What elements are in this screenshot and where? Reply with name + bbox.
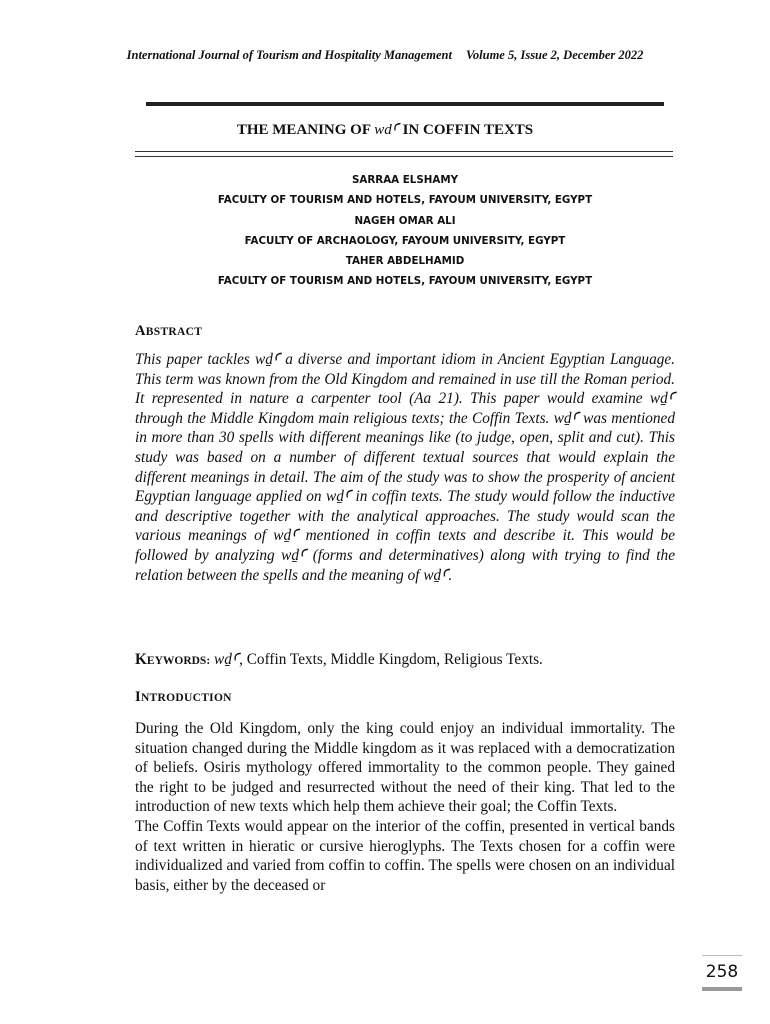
page-number-bar — [702, 987, 742, 991]
keywords-line — [135, 650, 675, 669]
title-suffix: IN COFFIN TEXTS — [398, 122, 534, 138]
author-name: TAHER ABDELHAMID — [345, 255, 465, 268]
author-affiliation: FACULTY OF TOURISM AND HOTELS, FAYOUM UNIVERSITY, EGYPT — [217, 194, 593, 207]
introduction-body — [135, 719, 675, 895]
running-header — [0, 48, 770, 63]
journal-name: International Journal of Tourism and Hospitality Management — [126, 48, 452, 62]
introduction-heading: INTRODUCTION — [135, 689, 232, 705]
title-bottom-double-rule — [135, 151, 673, 157]
title-term: wdꜤ — [374, 122, 399, 138]
keywords-label: KEYWORDS: — [135, 651, 211, 668]
keywords-list: , Coffin Texts, Middle Kingdom, Religious Texts. — [239, 651, 543, 668]
page-number: 258 — [705, 962, 739, 982]
abstract-body: This paper tackles wḏꜤ a diverse and important idiom in Ancient Egyptian Language. This term was known from the Old Kingdom and remained in use till the Roman period. It represented in nature a carpenter tool (Aa 21). This paper would examine wḏꜤ through the Middle Kingdom main religious texts; the Coffin Texts. wḏꜤ was mentioned in more than 30 spells with different meanings like (to judge, open, split and cut). This study was based on a number of different textual sources that would explain the different meanings in detail. The aim of the study was to show the prosperity of ancient Egyptian language applied on wḏꜤ in coffin texts. The study would follow the inductive and descriptive together with the analytical approaches. The study would scan the various meanings of wḏꜤ mentioned in coffin texts and describe it. This would be followed by analyzing wḏꜤ (forms and determinatives) along with trying to find the relation between the spells and the meaning of wḏꜤ. — [135, 351, 675, 584]
introduction-paragraph: During the Old Kingdom, only the king could enjoy an individual immortality. The situation changed during the Middle kingdom as it was replaced with a democratization of beliefs. Osiris mythology offered immortality to the common people. They gained the right to be judged and resurrected without the need of their king. That led to the introduction of new texts which help them achieve their goal; the Coffin Texts. — [135, 720, 675, 816]
keyword-term: wḏꜤ — [214, 651, 240, 668]
author-name: SARRAA ELSHAMY — [351, 174, 459, 186]
title-top-rule — [146, 102, 664, 106]
author-affiliation: FACULTY OF TOURISM AND HOTELS, FAYOUM UNIVERSITY, EGYPT — [217, 275, 593, 288]
volume-info: Volume 5, Issue 2, December 2022 — [465, 48, 644, 62]
paper-title — [0, 120, 770, 139]
page-number-rule — [702, 955, 742, 956]
abstract-heading: ABSTRACT — [135, 323, 203, 339]
author-name: NAGEH OMAR ALI — [354, 214, 456, 227]
title-prefix: THE MEANING OF — [236, 122, 375, 138]
author-affiliation: FACULTY OF ARCHAOLOGY, FAYOUM UNIVERSITY, EGYPT — [244, 234, 566, 247]
author-block — [0, 170, 770, 292]
introduction-paragraph: The Coffin Texts would appear on the interior of the coffin, presented in vertical bands of text written in hieratic or cursive hieroglyphs. The Texts chosen for a coffin were individualized and varied from coffin to coffin. The spells were chosen on an individual basis, either by the deceased or — [135, 817, 675, 894]
